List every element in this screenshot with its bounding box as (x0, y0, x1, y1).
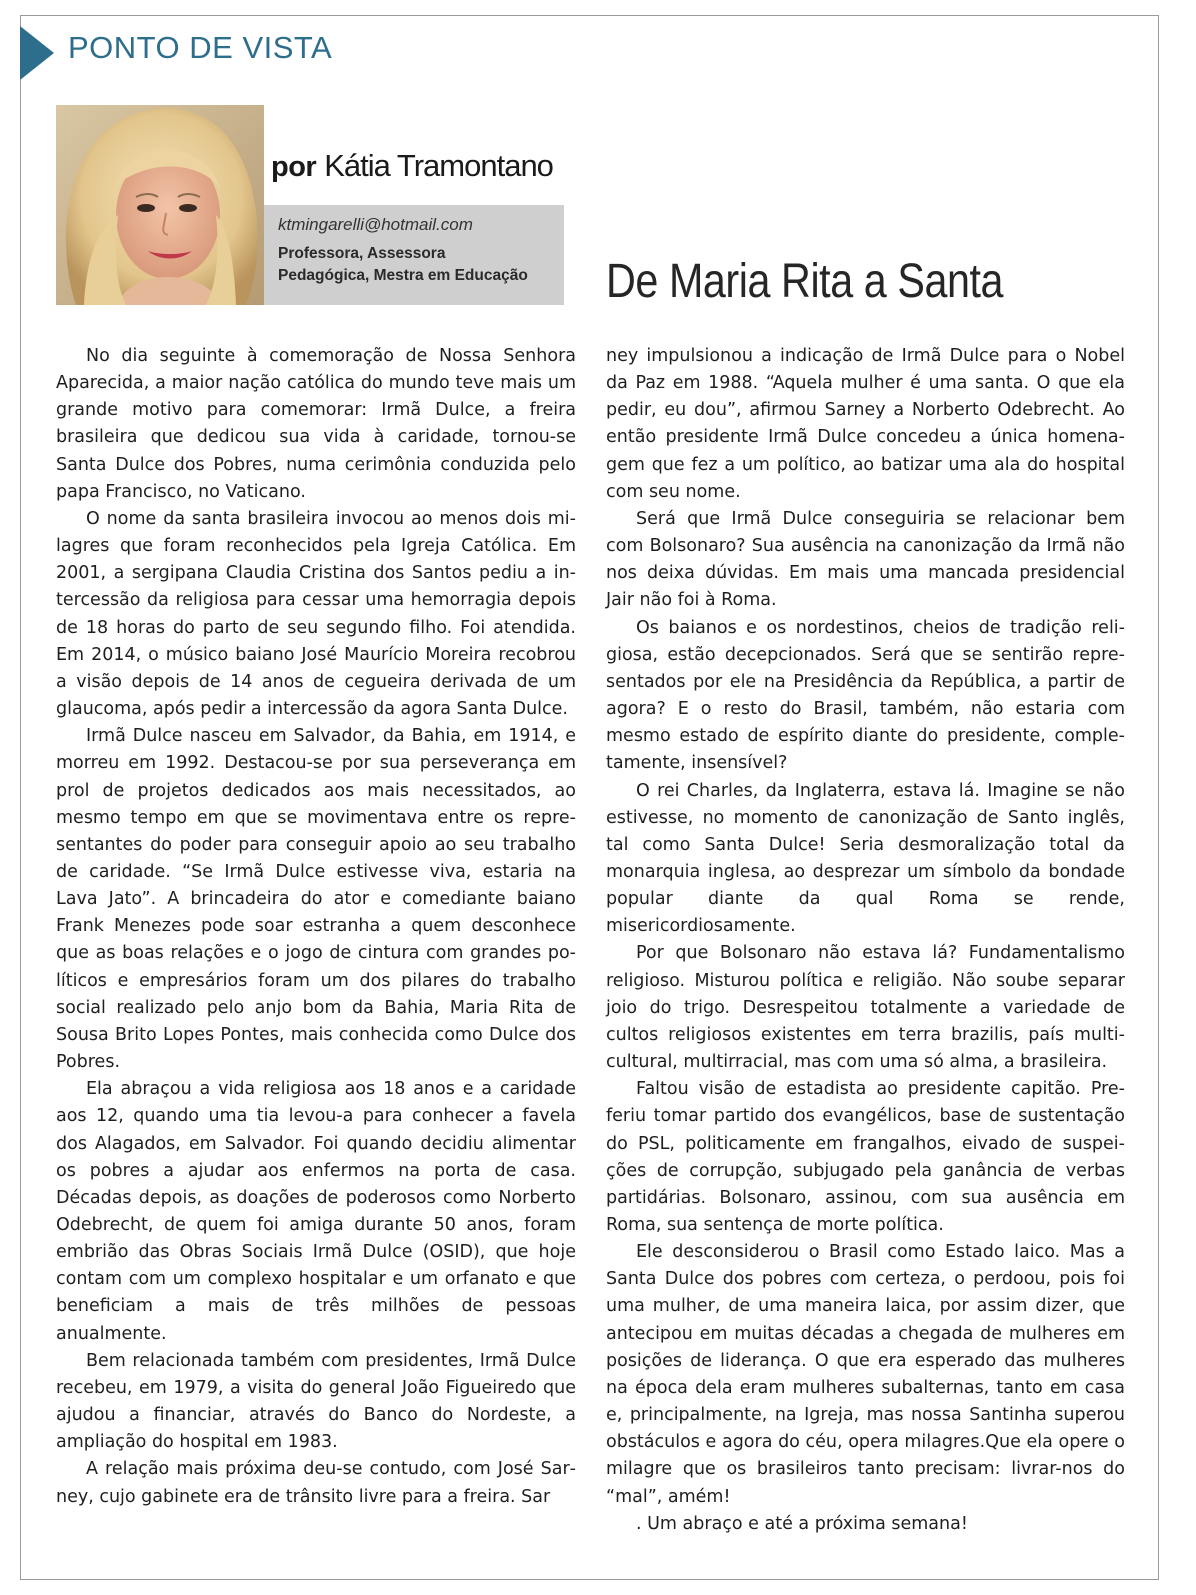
author-email[interactable]: ktmingarelli@hotmail.com (278, 215, 473, 234)
paragraph: Irmã Dulce nasceu em Salvador, da Bahia, em 1914, e morreu em 1992. Destacou-se por sua perseverança em prol de projetos dedicados aos mais necessitados, ao mesmo tempo em que se movimentava entre os representantes do poder para conseguir apoio ao seu trabalho de caridade. “Se Irmã Dulce estivesse viva, estaria na Lava Jato”. A brincadeira do ator e comediante baiano Frank Menezes pode soar estranha a quem desconhece que as boas relações e o jogo de cintura com grandes políticos e empresários foram um dos pilares do trabalho social realizado pelo anjo bom da Bahia, Maria Rita de Sousa Brito Lopes Pontes, mais conhecida como Dulce dos Pobres. (56, 726, 576, 1073)
section-label: PONTO DE VISTA (68, 30, 333, 65)
paragraph: Ela abraçou a vida religiosa aos 18 anos e a caridade aos 12, quando uma tia levou-a para conhecer a favela dos Alagados, em Salvador. Foi quando decidiu alimentar os pobres a ajudar aos enfermos na porta de casa. Décadas depois, as doações de poderosos como Norberto Odebrecht, de quem foi amiga durante 50 anos, foram embrião das Obras Sociais Irmã Dulce (OSID), que hoje contam com um complexo hospitalar e um orfanato e que beneficiam a mais de três milhões de pessoas anualmente. (56, 1079, 576, 1344)
paragraph: Os baianos e os nordestinos, cheios de tradição religiosa, estão decepcionados. Será que se sentirão representados por ele na Presidência da República, a partir de agora? E o resto do Brasil, também, não estaria com mesmo estado de espírito diante do presidente, completamente, insensível? (606, 617, 1125, 774)
paragraph: ney impulsionou a indicação de Irmã Dulce para o Nobel da Paz em 1988. “Aquela mulher é uma santa. O que ela pedir, eu dou”, afirmou Sarney a Norberto Odebrecht. Ao então presidente Irmã Dulce concedeu a única homenagem que fez a um político, ao batizar uma ala do hospital com seu nome. (606, 346, 1125, 502)
paragraph: A relação mais próxima deu-se contudo, com José Sarney, cujo gabinete era de trânsito livre para a freira. Sar (56, 1459, 576, 1507)
paragraph: Faltou visão de estadista ao presidente capitão. Preferiu tomar partido dos evangélicos, base de sustentação do PSL, politicamente em frangalhos, eivado de suspeições de corrupção, subjugado pela ganância de verbas partidárias. Bolsonaro, assinou, com sua ausência em Roma, sua sentença de morte política. (606, 1079, 1125, 1235)
paragraph: O rei Charles, da Inglaterra, estava lá. Imagine se não estivesse, no momento de canonização de Santo inglês, tal como Santa Dulce! Seria desmoralização total da monarquia inglesa, ao desprezar um símbolo da bondade popular diante da qual Roma se rende, misericordiosamente. (606, 780, 1125, 937)
paragraph: No dia seguinte à comemoração de Nossa Senhora Aparecida, a maior nação católica do mundo teve mais um grande motivo para comemorar: Irmã Dulce, a freira brasileira que dedicou sua vida à caridade, tornou-se Santa Dulce dos Pobres, numa cerimônia conduzida pelo papa Francisco, no Vaticano. (56, 346, 576, 502)
paragraph: O nome da santa brasileira invocou ao menos dois milagres que foram reconhecidos pela Igreja Católica. Em 2001, a sergipana Claudia Cristina dos Santos pediu a intercessão da religiosa para cessar uma hemorragia depois de 18 horas do parto de seu segundo filho. Foi atendida. Em 2014, o músico baiano José Maurício Moreira recobrou a visão depois de 14 anos de cegueira derivada de um glaucoma, após pedir a intercessão da agora Santa Dulce. (56, 508, 576, 720)
author-info-box (264, 205, 564, 305)
article-column-right (606, 343, 1125, 1538)
author-name: Kátia Tramontano (324, 148, 553, 183)
paragraph: Ele desconsiderou o Brasil como Estado laico. Mas a Santa Dulce dos pobres com certeza, o perdoou, pois foi uma mulher, de uma maneira laica, por assim dizer, que antecipou em muitas décadas a chegada de mulheres em posições de liderança. O que era esperado das mulheres na época dela eram mulheres subalternas, tanto em casa e, principalmente, na Igreja, mas nossa Santinha superou obstáculos e agora do céu, opera milagres.Que ela opere o milagre que os brasileiros tanto precisam: livrar-nos do “mal”, amém! (606, 1242, 1125, 1507)
paragraph: Será que Irmã Dulce conseguiria se relacionar bem com Bolsonaro? Sua ausência na canonização da Irmã não nos deixa dúvidas. Em mais uma mancada presidencial Jair não foi à Roma. (606, 508, 1125, 611)
author-role-line-2: Pedagógica, Mestra em Educação (278, 267, 528, 284)
author-portrait (56, 105, 264, 305)
author-byline (271, 150, 553, 182)
byline-prefix: por (271, 151, 317, 183)
paragraph: Por que Bolsonaro não estava lá? Fundamentalismo religioso. Misturou política e religião. Não soube separar joio do trigo. Desrespeitou totalmente a variedade de cultos religiosos existentes em terra brazilis, país multicultural, multirracial, mas com uma só alma, a brasileira. (606, 943, 1125, 1073)
author-role-line-1: Professora, Assessora (278, 245, 446, 262)
paragraph: Bem relacionada também com presidentes, Irmã Dulce recebeu, em 1979, a visita do general João Figueiredo que ajudou a financiar, através do Banco do Nordeste, a ampliação do hospital em 1983. (56, 1350, 576, 1453)
section-arrow-icon (20, 26, 54, 80)
closing-line: . Um abraço e até a próxima semana! (636, 1513, 968, 1534)
article-column-left (56, 343, 576, 1511)
article-title: De Maria Rita a Santa (606, 255, 1004, 308)
author-photo (56, 105, 264, 305)
